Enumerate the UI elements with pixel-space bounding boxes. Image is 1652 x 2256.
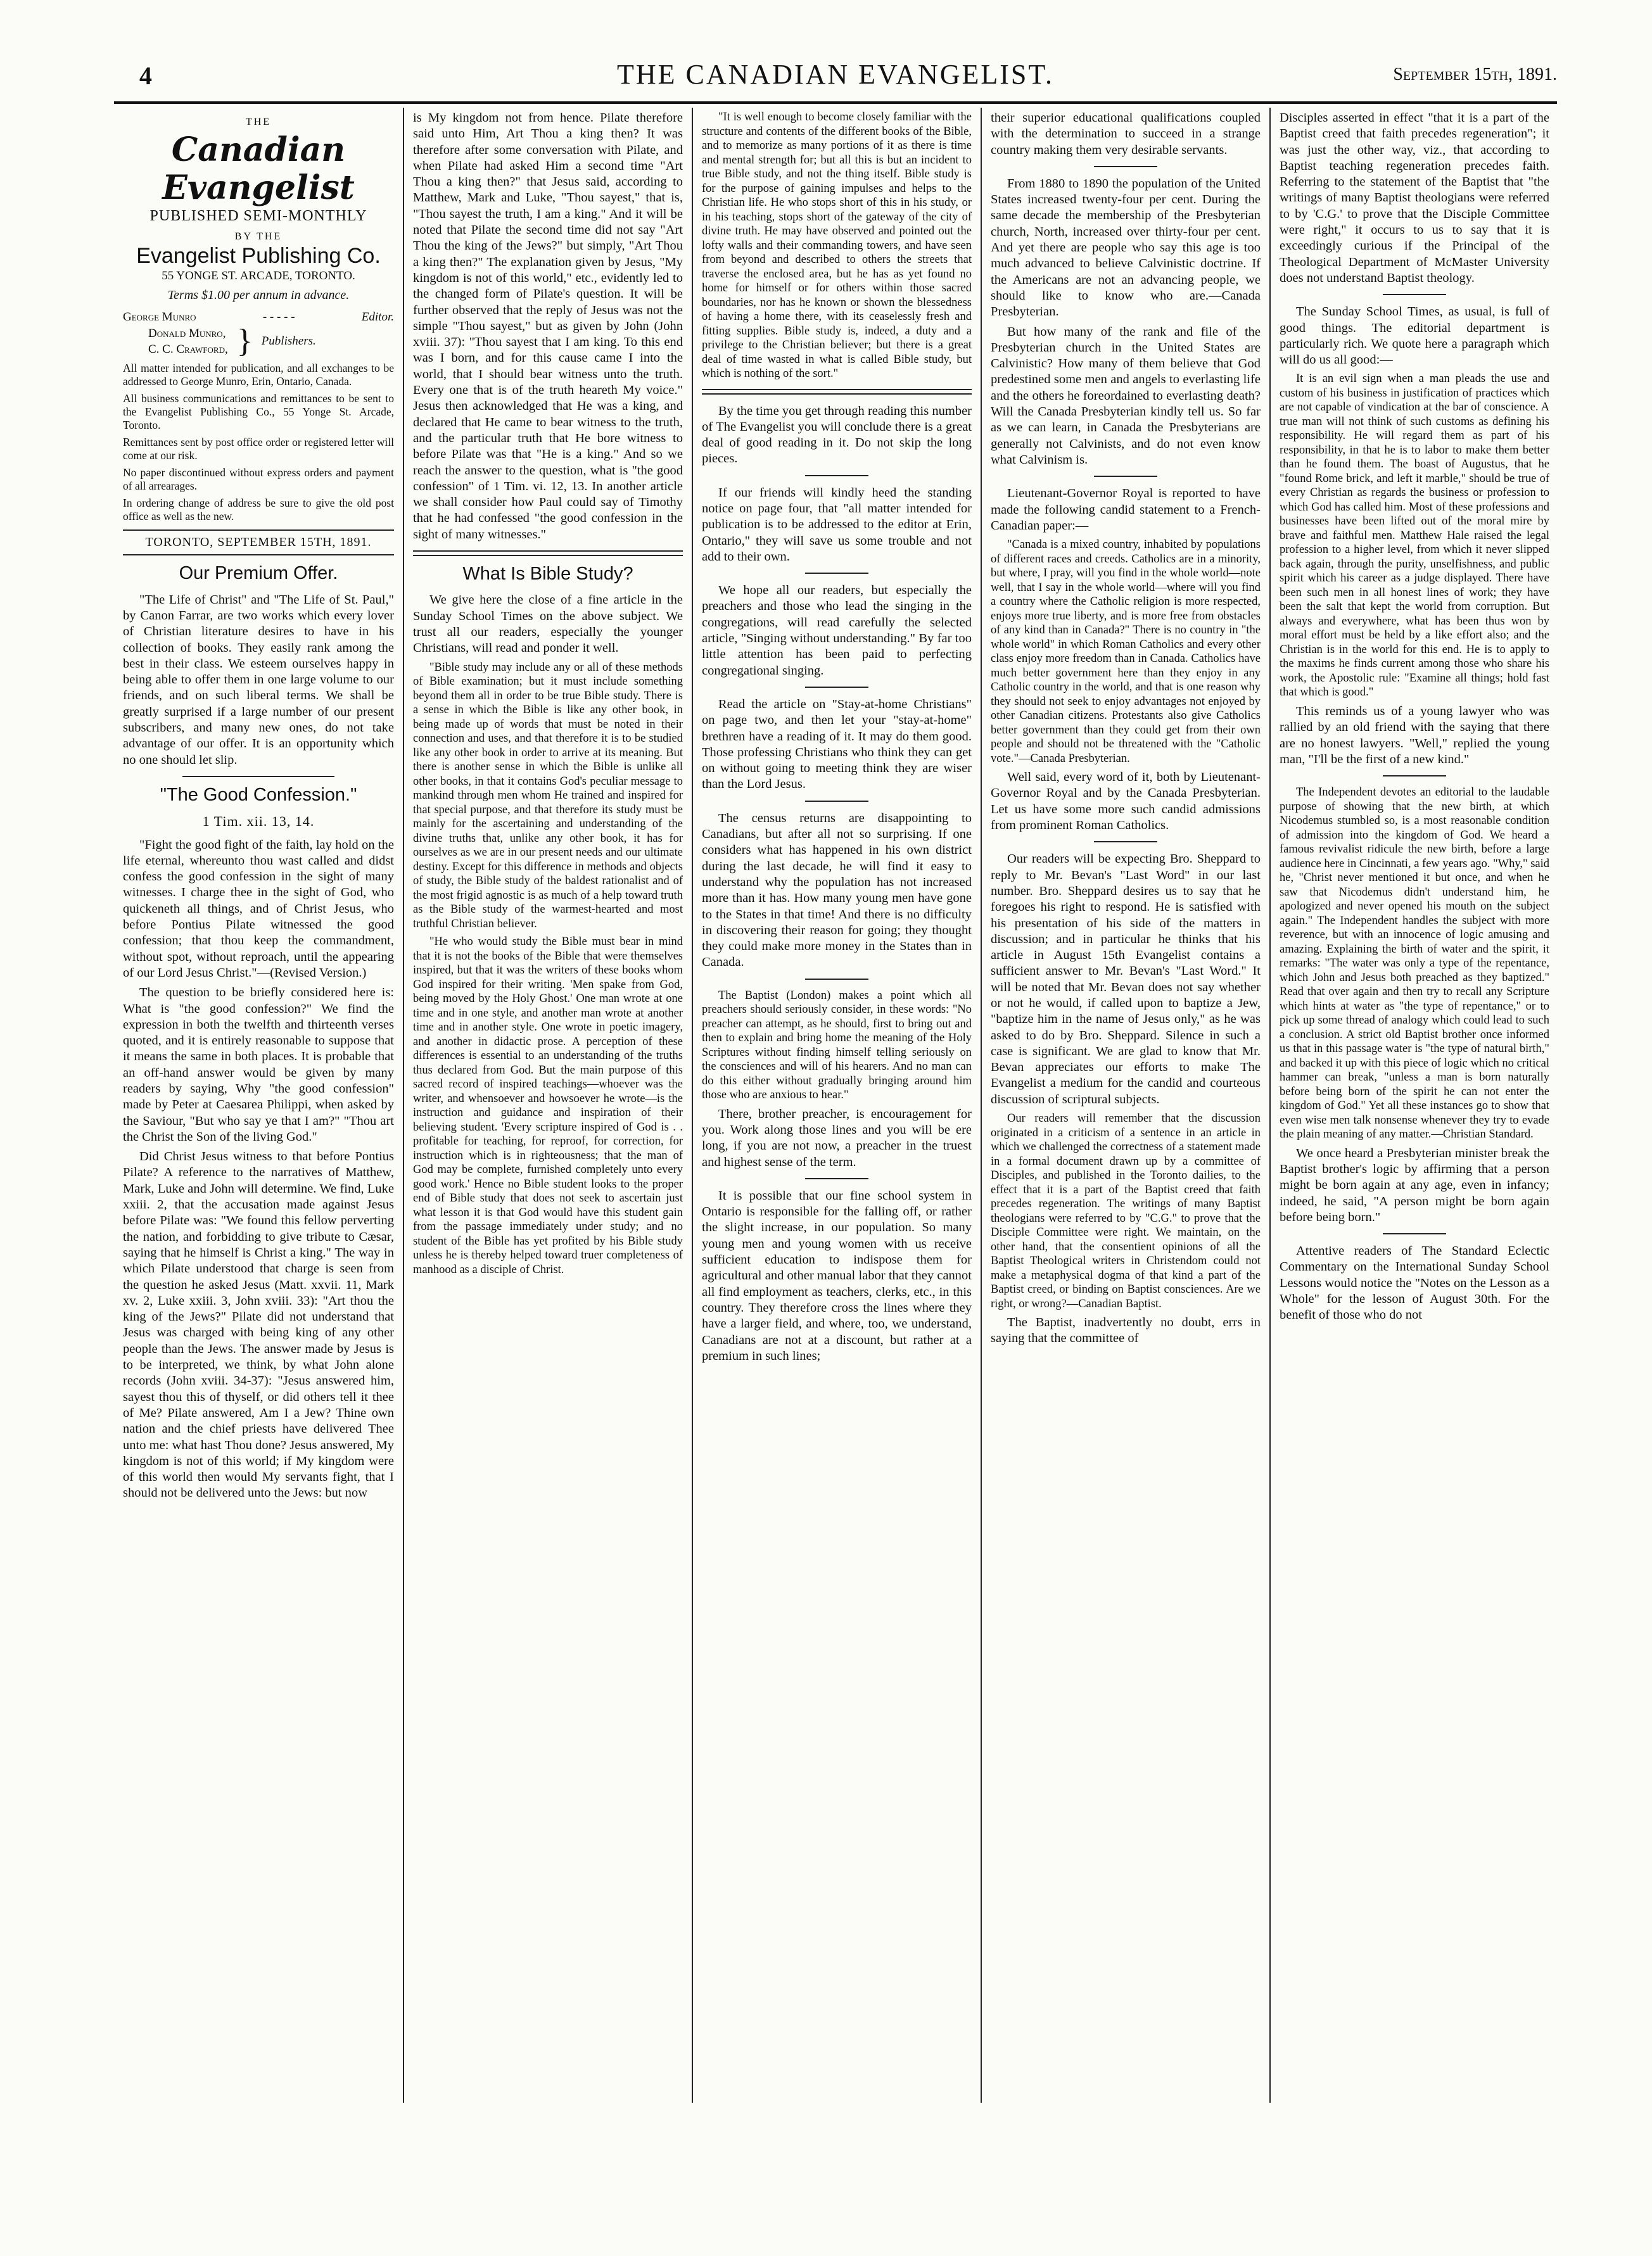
editorial-note: We once heard a Presbyterian minister break the Baptist brother's logic by affirming that a person might be born again at any age, even in infancy; indeed, he said, "A person might be born again before being born." <box>1280 1146 1549 1224</box>
editorial-note: But how many of the rank and file of the Presbyterian church in the United States are Calvinistic? How many of them believe that God predestined some men and angels to everlasting life and the others he foreordained to everlasting death? Will the Canada Presbyterian kindly tell us. So far as we can learn, in Canada the Presbyterians are generally not Calvinists, and do not even know what Calvinism is. <box>991 324 1261 467</box>
masthead-name: Canadian Evangelist <box>162 130 355 208</box>
quoted-paragraph: The Independent devotes an editorial to the laudable purpose of showing that the new birth, at which Nicodemus stumbled so, is a most reasonable condition of admission into the kingdom of God. We heard a famous revivalist ridicule the new birth, before a large audience here in Cincinnati, a few years ago. "Why," said he, "Christ never mentioned it but once, and when he saw that Nicodemus didn't understand him, he apologized and never opened his mouth on the subject again." The Independent handles the subject with more reverence, but with an innocence of logic amusing and amazing. Explaining the birth of water and the spirit, it remarks: "The water was only a type of the repentance, which John and Jesus both preached as they baptized." Read that over again and then try to recall any Scripture which hints at water as "the type of repentance," or to pick up some thread of analogy which could lead to such a conclusion. A strict old Baptist brother once informed us that in this passage water is "the type of natural birth," and backed it up with this piece of logic which no critical hammer can break, "unless a man is born naturally before being born of the spirit he can not enter the kingdom of God." Yet all these instances go to show that even wise men talk nonsense whenever they try to evade the plain meaning of any matter.—Christian Standard. <box>1280 786 1549 1141</box>
quoted-paragraph: It is an evil sign when a man pleads the use and custom of his business in justification of practices which are not capable of vindication at the bar of conscience. A true man will not think of such customs as defining his responsibility. He will regard them as part of his responsibility, in that he is to labor to make them better than he found them. The boast of Augustus, that he "found Rome brick, and left it marble," should be true of every Christian as regards the business or profession to which God has called him. Most of these professions and businesses have been lifted out of the moral mire by brave and faithful men. Matthew Hale raised the legal profession to a higher level, from which it never slipped back again, through the purity, unselfishness, and public spirit which his career as a judge displayed. There have been such men in all honest lines of work; they have been the salt that kept the world from corruption. But always and everywhere, what has been thus won by moral effort must be held by a like effort also; and the Christian is in the world for this end. He is to apply to the maxims he finds current among those who share his work, the Apostolic rule: "Examine all things; hold fast that which is good." <box>1280 372 1549 699</box>
separator <box>1094 166 1157 167</box>
publisher-2: C. C. Crawford, <box>148 343 228 357</box>
editorial-note: If our friends will kindly heed the standing notice on page four, that "all matter intended for publication is to be addressed to the editor at Erin, Ontario," they will save us some trouble and not add to their own. <box>702 485 972 564</box>
publisher-1: Donald Munro, <box>148 326 226 340</box>
article-paragraph: is My kingdom not from hence. Pilate therefore said unto Him, Art Thou a king then? It was therefore after some conversation with Pilate, and when Pilate had asked Him a second time "Art Thou a king then?" that Jesus said, according to Matthew, Mark and Luke, "Thou sayest," that is, "Thou sayest the truth, I am a king." And it will be noted that Pilate the second time did not say "Art Thou the king of the Jews?" but simply, "Art Thou a king then?" The explanation given by Jesus, "My kingdom is not of this world," etc., evidently led to the changed form of Pilate's question. It will be further observed that the reply of Jesus was not the simple "Thou sayest," but as given by John (John xviii. 37): "Thou sayest that I am king. To this end was I born, and for this cause came I into the world, that I should bear witness unto the truth. Every one that is of the truth heareth My voice." Jesus then acknowledged that He was a king, and declared that He came to bear witness to the truth, and the particular truth that He bore witness to before Pilate was that "He is a king." And so we reach the answer to the question, what is "the good confession" of 1 Tim. vi. 12, 13. In another article we shall consider how Paul could say of Timothy that he had confessed "the good confession in the sight of many witnesses." <box>413 111 683 542</box>
notice-business: All business communications and remittances to be sent to the Evangelist Publishing Co., 55 Yonge St. Arcade, Toronto. <box>123 392 394 432</box>
editor-name: George Munro <box>123 310 196 324</box>
scripture-reference: 1 Tim. xii. 13, 14. <box>202 813 315 830</box>
article-paragraph: "Fight the good fight of the faith, lay hold on the life eternal, whereunto thou wast called and didst confess the good confession in the sight of many witnesses. I charge thee in the sight of God, who quickeneth all things, and of Christ Jesus, who before Pontius Pilate witnessed the good confession; that thou keep the commandment, without spot, without reproach, until the appearing of our Lord Jesus Christ."—(Revised Version.) <box>123 837 394 980</box>
editorial-note: This reminds us of a young lawyer who was rallied by an old friend with the saying that there are no honest lawyers. "Well," replied the young man, "I'll be the first of a new kind." <box>1280 704 1549 766</box>
dateline: TORONTO, SEPTEMBER 15TH, 1891. <box>123 529 394 555</box>
separator <box>1094 841 1157 842</box>
publishers-role: Publishers. <box>261 334 316 348</box>
editorial-note: Disciples asserted in effect "that it is a part of the Baptist creed that faith precedes regeneration"; it was just the other way, viz., that according to Baptist teaching regeneration precedes faith. Referring to the statement of the Baptist that "the writings of many Baptist theologians were referred to by 'C.G.' to prove that the Disciple Committee were right," it occurs to us to say that it is exceedingly curious if the Principal of the Theological Department of McMaster University does not understand Baptist theology. <box>1280 111 1549 285</box>
article-paragraph: The question to be briefly considered here is: What is "the good confession?" We find the expression in both the twelfth and thirteenth verses quoted, and it is entirely reasonable to suppose that it means the same in both places. It is probable that an off-hand answer would be given by many readers by saying, Why "the good confession" made by Peter at Caesarea Philippi, when asked by the Saviour, "But who say ye that I am?" "Thou art the Christ the Son of the living God." <box>123 985 394 1144</box>
separator <box>805 801 868 802</box>
separator <box>805 573 868 574</box>
separator <box>182 776 334 777</box>
editorial-note: The census returns are disappointing to Canadians, but after all not so surprising. If one considers what has happened in his own district during the last decade, he will find it easy to understand why the population has not increased more than it has. How many young men have gone to the States in that time! And there is no difficulty in discovering their reason for going; they thought they could make more money in the States than in Canada. <box>702 811 972 970</box>
separator <box>1383 775 1446 776</box>
masthead-address: 55 YONGE ST. ARCADE, TORONTO. <box>162 269 355 283</box>
separator <box>805 475 868 476</box>
editorial-note: There, brother preacher, is encouragement for you. Work along those lines and you will be ere long, if you are not now, a preacher in the truest and highest sense of the term. <box>702 1106 972 1169</box>
editorial-note: The Sunday School Times, as usual, is full of good things. The editorial department is particularly rich. We quote here a paragraph which will do us all good:— <box>1280 305 1549 367</box>
editorial-note: Our readers will be expecting Bro. Sheppard to reply to Mr. Bevan's "Last Word" in our last number. Bro. Sheppard desires us to say that he foregoes his right to respond. He is satisfied with his presentation of his side of the matters in discussion; and in particular he thinks that his article in August 15th Evangelist contains a sufficient answer to Mr. Bevan's "Last Word." It will be noted that Mr. Bevan does not say whether or not he would, if called upon to baptize a Jew, "baptize him in the name of Jesus only," as he was asked to do by Bro. Sheppard. Silence in such a case is significant. We are glad to know that Mr. Bevan appreciates our efforts to make The Evangelist a medium for the candid and courteous discussion of scriptural subjects. <box>991 852 1261 1106</box>
column-3 <box>692 108 981 2103</box>
quoted-paragraph: "Bible study may include any or all of these methods of Bible examination; but it must include something beyond them all in order to be true Bible study. There is a sense in which the Bible is like any other book, in being made up of words that must be noted in their connection and uses, and that therefore it is to be studied like any other book in order to arrive at its meaning. But there is another sense in which the Bible is unlike all other books, in that it contains God's peculiar message to mankind through men whom He trained and inspired for that special purpose, and that therefore its study must be mainly for the ascertaining and understanding of the divine truths that, unlike any other book, it has for ourselves as we are in our present needs and our ultimate destiny. Except for this difference in methods and objects of study, the Bible study of the baldest rationalist and of the most frigid agnostic is as much of a help toward truth as the Bible study of the warmest-hearted and most truthful Christian believer. <box>413 661 683 930</box>
editorial-note: By the time you get through reading this number of The Evangelist you will conclude there is a great deal of good reading in it. Do not skip the long pieces. <box>702 403 972 466</box>
masthead-by: BY THE <box>234 231 283 242</box>
quoted-paragraph: The Baptist (London) makes a point which all preachers should seriously consider, in these words: "No preacher can attempt, as he should, first to bring out and then to explain and bring home the meaning of the Holy Scriptures without finding himself telling seriously on the consciences and will of his hearers. And no man can do this either without gradually bringing around him those who are anxious to hear." <box>702 989 972 1102</box>
separator <box>1094 476 1157 477</box>
separator <box>1383 294 1446 295</box>
premium-offer-text: "The Life of Christ" and "The Life of St. Paul," by Canon Farrar, are two works which every lover of Christian literature desires to have in his collection of books. They easily rank among the best in their class. We esteem ourselves happy in being able to offer them in one large volume to our friends, and on such liberal terms. We shall be greatly surprised if a large number of our present subscribers, and many new ones, do not take advantage of our offer. It is an opportunity which no one should let slip. <box>123 592 394 767</box>
article-paragraph: We give here the close of a fine article in the Sunday School Times on the above subject. We trust all our readers, especially the younger Christians, will read and ponder it well. <box>413 593 683 656</box>
page-number: 4 <box>139 61 152 90</box>
brace-glyph: } <box>236 323 253 360</box>
quoted-paragraph: "It is well enough to become closely familiar with the structure and contents of the different books of the Bible, and to memorize as many portions of it as there is time and mental strength for; but all this is but an incident to true Bible study, and not the thing itself. Bible study is for the purpose of gaining impulses and helps to the Christian life. He who stops short of this in his study, or in his teaching, stops short of the gateway of the city of divine truth. He may have observed and pointed out the lofty walls and their commanding towers, and have seen from beyond and described to others the streets that traverse the enclosed area, but he has as yet found no home for himself or for others within those sacred boundaries, nor has he known or shown the blessedness of having a home there, with its ceaselessly fresh and fitting supplies. Bible study is, indeed, a duty and a privilege to the Christian believer; but there is a great deal of time wasted in what is called Bible study, but which is nothing of the sort." <box>702 111 972 380</box>
editorial-note: The Baptist, inadvertently no doubt, errs in saying that the committee of <box>991 1315 1261 1346</box>
notice-discontinued: No paper discontinued without express orders and payment of all arrearages. <box>123 466 394 493</box>
editorial-note: their superior educational qualifications coupled with the determination to succeed in a strange country making them very desirable servants. <box>991 111 1261 157</box>
editorial-note: Lieutenant-Governor Royal is reported to have made the following candid statement to a French-Canadian paper:— <box>991 486 1261 533</box>
masthead-published: PUBLISHED SEMI-MONTHLY <box>149 208 367 225</box>
quoted-paragraph: "He who would study the Bible must bear in mind that it is not the books of the Bible that were themselves inspired, but that it was the writers of these books whom God inspired for their writing. 'Men spake from God, being moved by the Holy Ghost.' One man wrote at one time and in one style, and another man wrote at another time and in another style. One wrote in poetic imagery, and another in didactic prose. A perception of these differences is essential to an understanding of the truths thus declared from God. But the main purpose of this sacred record of inspired teachings—whoever was the writer, and whensoever and howsoever he wrote—is the instruction and guidance and inspiration of their believing student. 'Every scripture inspired of God is . . profitable for teaching, for reproof, for correction, for instruction which is in righteousness; that the man of God may be complete, furnished completely unto every good work.' Hence no Bible student looks to the proper end of Bible study that does not seek to ascertain just what lesson it is that God would have this student gain from the passage immediately under study; and no student of the Bible has yet profited by his Bible study unless he is thereby helped toward truer completeness of manhood as a disciple of Christ. <box>413 935 683 1276</box>
notice-address-change: In ordering change of address be sure to give the old post office as well as the new. <box>123 497 394 523</box>
quoted-paragraph: "Canada is a mixed country, inhabited by populations of different races and creeds. Catholics are in a minority, but where, I pray, will you find in the whole world—note well, that I say in the whole world—where will you find a country where the Catholic religion is more respected, enjoys more true liberty, and is more free from obstacles of any kind than in Canada?" There is no country in "the whole world" in which Roman Catholics and every other class enjoy more freedom than in Canada. Catholics have much better government here than they enjoy in any Catholic country in the world, and that is one reason why they should not seek to enjoy advantages not enjoyed by other Canadian citizens. Protestants also give Catholics better government than they could get from their own people and should not be threatened with the "Catholic vote."—Canada Presbyterian. <box>991 538 1261 765</box>
column-2 <box>403 108 692 2103</box>
editor-role: Editor. <box>361 310 394 324</box>
editorial-note: It is possible that our fine school system in Ontario is responsible for the falling off, or rather the slight increase, in our population. So many young men and young women with us receive sufficient education to indispose them for agricultural and other manual labor that they cannot all find employment as teachers, clerks, etc., in this country. They therefore cross the lines where they have a larger field, and where, too, we understand, Canadians are not at a discount, but rather at a premium in such lines; <box>702 1188 972 1363</box>
double-rule <box>413 550 683 556</box>
columns <box>114 108 1558 2103</box>
masthead-company: Evangelist Publishing Co. <box>136 243 381 268</box>
double-rule <box>702 389 972 395</box>
article-paragraph: Did Christ Jesus witness to that before Pontius Pilate? A reference to the narratives of Matthew, Mark, Luke and John will determine. We find, Luke xxiii. 2, that the accusation made against Jesus before Pilate was: "We found this fellow perverting the nation, and forbidding to give tribute to Cæsar, saying that he himself is Christ a king." The way in which Pilate understood that charge is seen from the question he asked Jesus (Matt. xxvii. 11, Mark xv. 2, Luke xxiii. 3, John xviii. 33): "Art thou the king of the Jews?" Pilate did not understand that Jesus was charged with being king of any other people than the Jews. The answer made by Jesus is to be interpreted, we think, by what John alone records (John xviii. 34-37): "Jesus answered him, sayest thou this of thyself, or did others tell it thee of Me? Pilate answered, Am I a Jew? Thine own nation and the chief priests have delivered Thee unto me: what hast Thou done? Jesus answered, My kingdom is not of this world; if My kingdom were of this world then would My servants fight, that I should not be delivered unto the Jews: but now <box>123 1150 394 1500</box>
good-confession-heading: "The Good Confession." <box>160 784 357 805</box>
separator <box>805 687 868 688</box>
notice-remittances: Remittances sent by post office order or registered letter will come at our risk. <box>123 436 394 462</box>
masthead-terms: Terms $1.00 per annum in advance. <box>167 288 350 303</box>
masthead <box>123 114 394 304</box>
column-1 <box>114 108 403 2103</box>
separator <box>805 1178 868 1179</box>
editorial-note: Well said, every word of it, both by Lieutenant-Governor Royal and by the Canada Presbyterian. Let us have some more such candid admissions from prominent Roman Catholics. <box>991 770 1261 833</box>
separator <box>1383 1233 1446 1234</box>
column-4 <box>981 108 1269 2103</box>
bible-study-heading: What Is Bible Study? <box>462 564 633 585</box>
quoted-paragraph: Our readers will remember that the discussion originated in a criticism of a sentence in an article in which we challenged the correctness of a statement made in a formal document drawn up by a committee of Disciples, and published in the Toronto dailies, to the effect that it is a part of the Baptist creed that faith precedes regeneration. The writings of many Baptist theologians were referred to by "C.G." to prove that the Disciple Committee were right. We maintain, on the other hand, that the consentient opinions of all the Baptist Theological writers in Christendom could not make a metaphysical dogma of that kind a part of the Baptist creed, or binding on Baptist consciences. Are we right, or wrong?—Canadian Baptist. <box>991 1112 1261 1310</box>
column-5 <box>1269 108 1558 2103</box>
staff-listing: George Munro - - - - - Editor. Donald Munro, C. C. Crawford, } Publishers. <box>123 310 394 360</box>
masthead-the: THE <box>245 117 272 127</box>
newspaper-title: THE CANADIAN EVANGELIST. <box>617 59 1054 90</box>
separator <box>805 979 868 980</box>
editorial-note: From 1880 to 1890 the population of the United States increased twenty-four per cent. During the same decade the membership of the Presbyterian church, North, increased over thirty-four per cent. And yet there are people who say this age is too much advanced to believe Calvinistic doctrine. If the Americans are not an advancing people, we should like to know who are.—Canada Presbyterian. <box>991 176 1261 319</box>
page-header <box>114 57 1557 104</box>
editorial-note: Attentive readers of The Standard Eclectic Commentary on the International Sunday School Lessons would notice the "Notes on the Lesson as a Whole" for the lesson of August 30th. For the benefit of those who do not <box>1280 1244 1549 1322</box>
issue-date: September 15th, 1891. <box>1393 65 1557 84</box>
notice-publication: All matter intended for publication, and all exchanges to be addressed to George Munro, Erin, Ontario, Canada. <box>123 362 394 388</box>
editorial-note: Read the article on "Stay-at-home Christians" on page two, and then let your "stay-at-home" brethren have a reading of it. It may do them good. Those professing Christians who think they can get on without going to meeting think they are wiser than the Lord Jesus. <box>702 697 972 792</box>
premium-offer-heading: Our Premium Offer. <box>179 563 338 584</box>
editorial-note: We hope all our readers, but especially the preachers and those who lead the singing in the congregations, will read carefully the selected article, "Singing without understanding." By far too little attention has been paid to perfecting congregational singing. <box>702 583 972 678</box>
